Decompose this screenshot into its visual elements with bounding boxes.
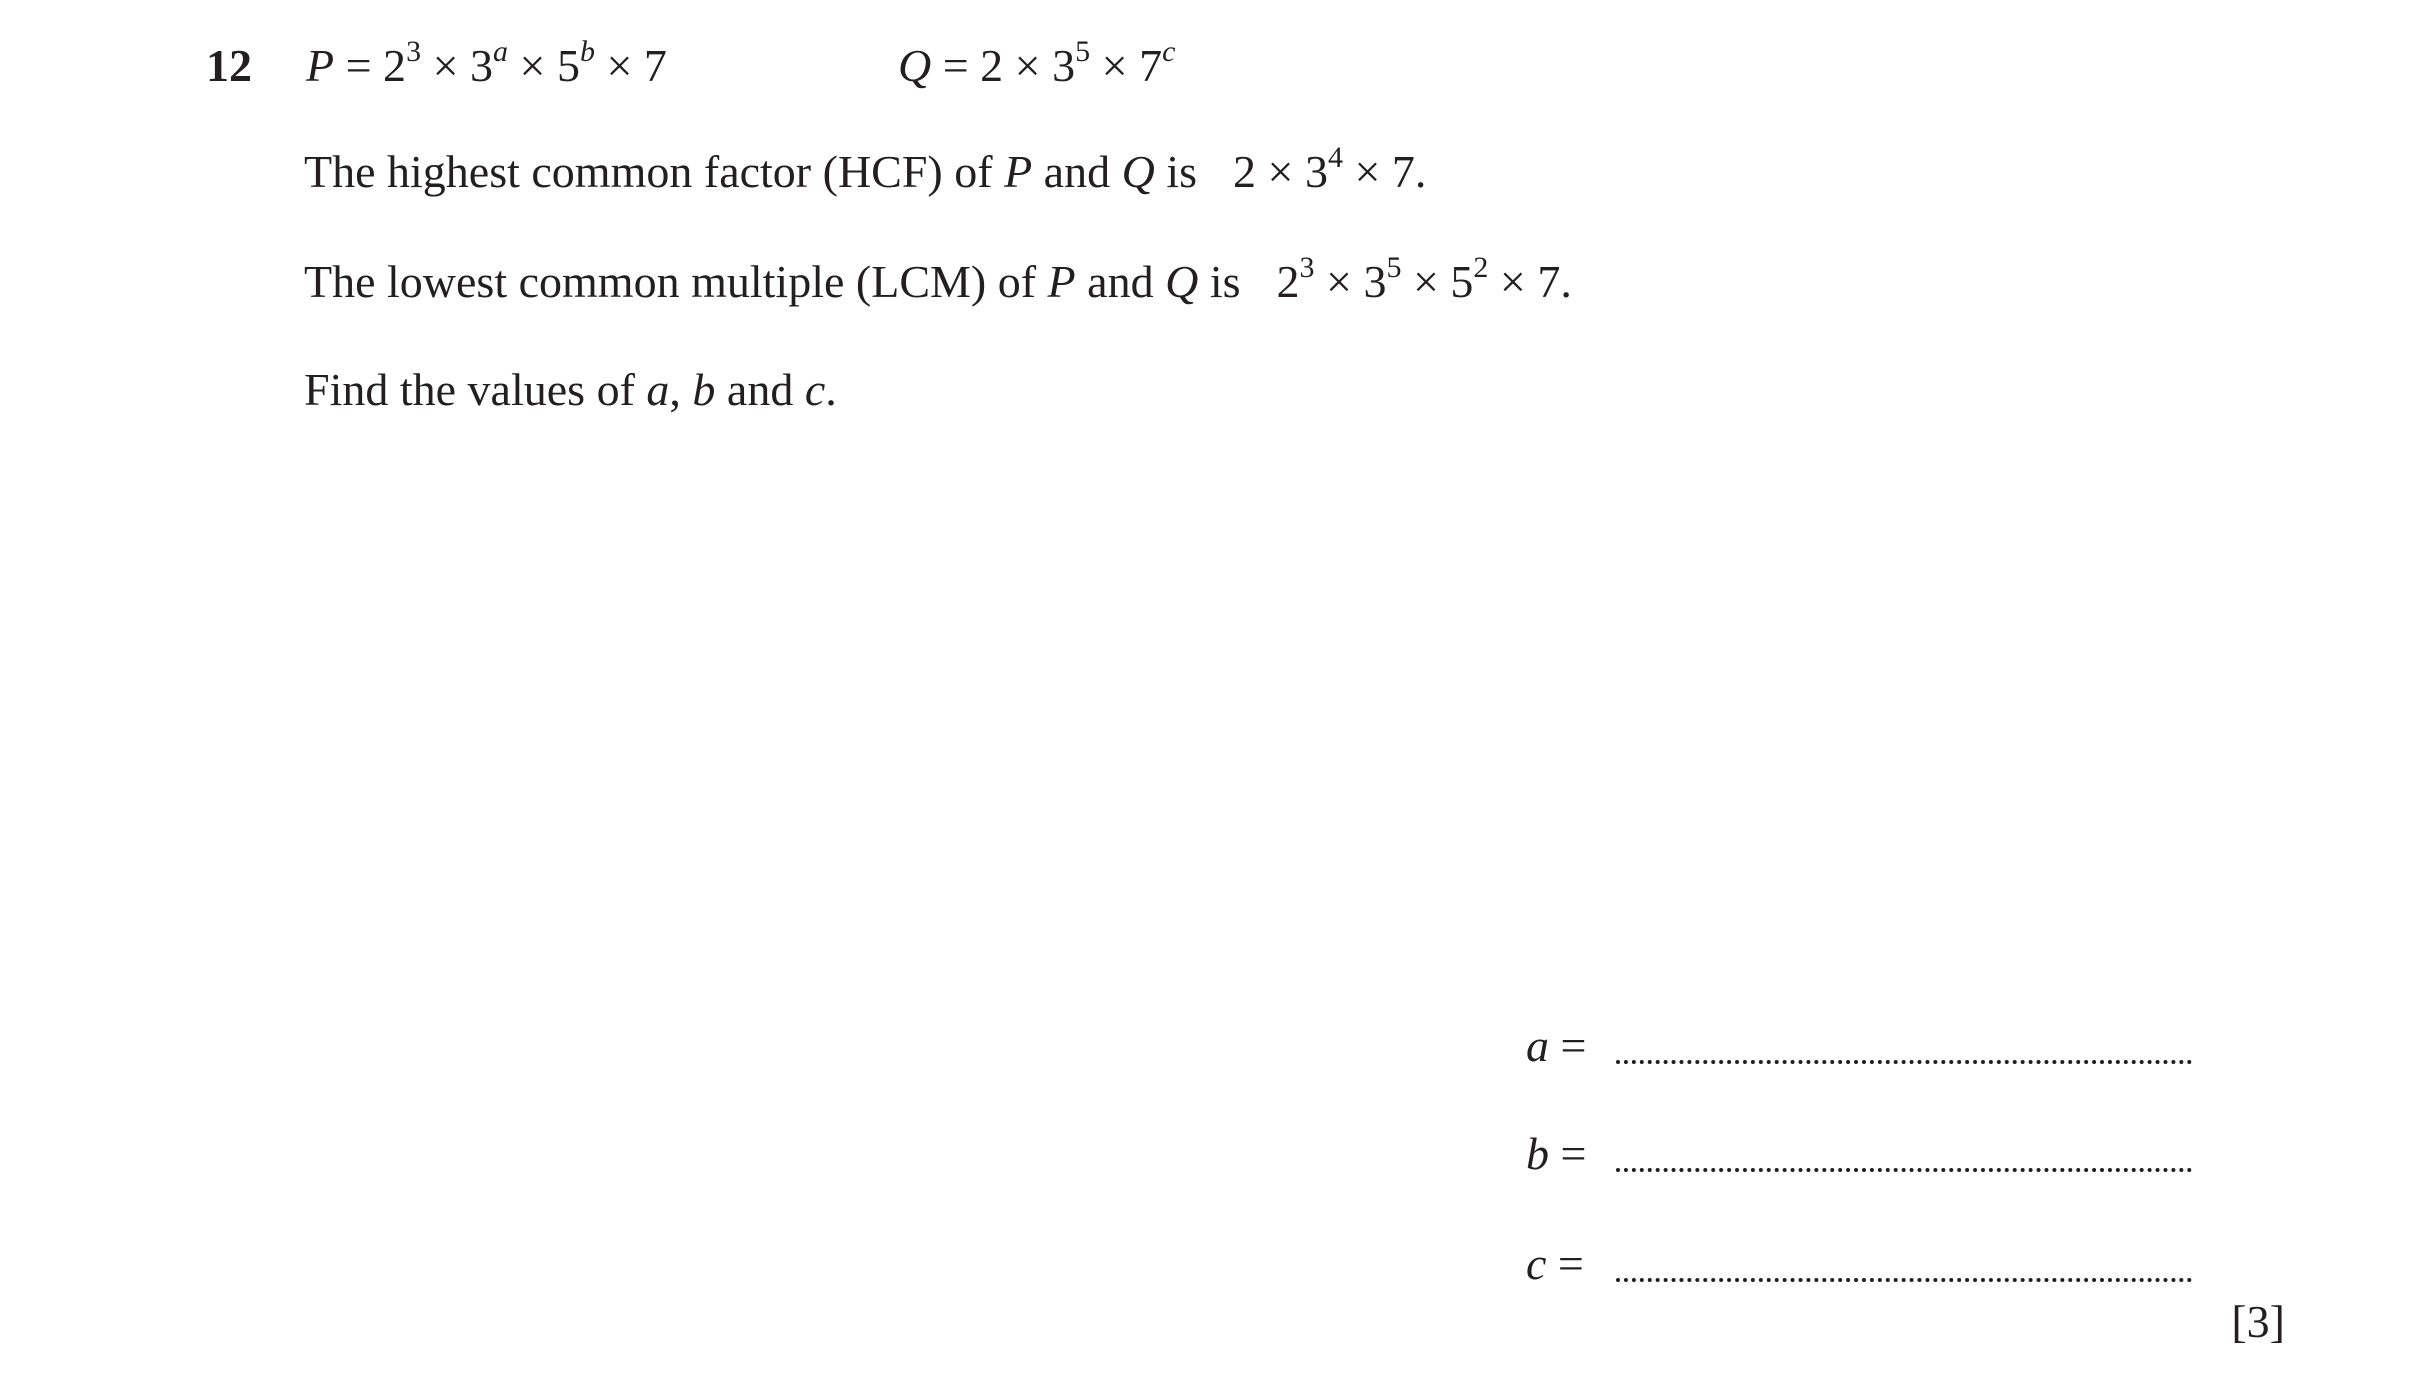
- p-term-3: × 5: [508, 40, 580, 91]
- lcm-text: The lowest common multiple (LCM) of: [304, 256, 1048, 307]
- p-exp-1: 3: [406, 34, 422, 68]
- find-text: Find the values of: [304, 364, 647, 415]
- hcf-is: is: [1154, 146, 1198, 197]
- find-b: b: [692, 364, 716, 415]
- lcm-exp-1: 3: [1299, 250, 1315, 284]
- p-exp-a: a: [493, 34, 509, 68]
- lcm-base-3: × 5: [1401, 256, 1474, 307]
- marks-indicator: [3]: [2231, 1296, 2285, 1347]
- answer-var-c: c: [1526, 1238, 1547, 1289]
- lcm-is: is: [1198, 256, 1241, 307]
- answer-var-a: a: [1526, 1020, 1549, 1071]
- lcm-q: Q: [1165, 256, 1199, 307]
- question-number: 12: [206, 40, 252, 91]
- answer-line-c[interactable]: [1616, 1278, 2192, 1282]
- q-term-2: × 7: [1090, 40, 1163, 91]
- lcm-exp-3: 2: [1473, 250, 1489, 284]
- find-and: and: [715, 364, 805, 415]
- p-symbol: P: [306, 40, 335, 91]
- answer-label-b: [1526, 1124, 1606, 1184]
- answer-row-a: [1526, 1016, 1606, 1076]
- p-term-2: × 3: [421, 40, 494, 91]
- hcf-value-base: 2 × 3: [1233, 146, 1328, 197]
- hcf-and: and: [1032, 146, 1122, 197]
- p-term-4: × 7: [594, 40, 667, 91]
- hcf-value-exp: 4: [1327, 140, 1343, 174]
- find-comma: ,: [669, 364, 693, 415]
- answer-var-b: b: [1526, 1128, 1549, 1179]
- lcm-base-1: 2: [1276, 256, 1300, 307]
- hcf-value-tail: × 7.: [1342, 146, 1427, 197]
- q-exp-c: c: [1162, 34, 1176, 68]
- q-expression: [898, 36, 1175, 96]
- lcm-tail: × 7.: [1488, 256, 1572, 307]
- answer-line-a[interactable]: [1616, 1060, 2192, 1064]
- p-term-1: = 2: [334, 40, 407, 91]
- lcm-p: P: [1047, 256, 1076, 307]
- lcm-base-2: × 3: [1314, 256, 1387, 307]
- find-c: c: [804, 364, 826, 415]
- find-instruction: [304, 360, 837, 420]
- lcm-and: and: [1075, 256, 1166, 307]
- answer-label-c: [1526, 1234, 1606, 1294]
- answer-eq-c: =: [1546, 1238, 1584, 1289]
- answer-row-c: [1526, 1234, 1606, 1294]
- q-term-1: = 2 × 3: [931, 40, 1076, 91]
- hcf-text: The highest common factor (HCF) of: [304, 146, 1005, 197]
- q-exp-1: 5: [1075, 34, 1091, 68]
- answer-eq-a: =: [1549, 1020, 1587, 1071]
- hcf-p: P: [1004, 146, 1033, 197]
- answer-eq-b: =: [1549, 1128, 1587, 1179]
- find-period: .: [825, 364, 837, 415]
- lcm-exp-2: 5: [1386, 250, 1402, 284]
- hcf-statement: [304, 142, 1426, 202]
- q-symbol: Q: [898, 40, 932, 91]
- p-exp-b: b: [579, 34, 595, 68]
- hcf-q: Q: [1121, 146, 1155, 197]
- answer-line-b[interactable]: [1616, 1168, 2192, 1172]
- answer-row-b: [1526, 1124, 1606, 1184]
- answer-label-a: [1526, 1016, 1606, 1076]
- lcm-statement: [304, 252, 1572, 312]
- find-a: a: [646, 364, 670, 415]
- p-expression: [306, 36, 667, 96]
